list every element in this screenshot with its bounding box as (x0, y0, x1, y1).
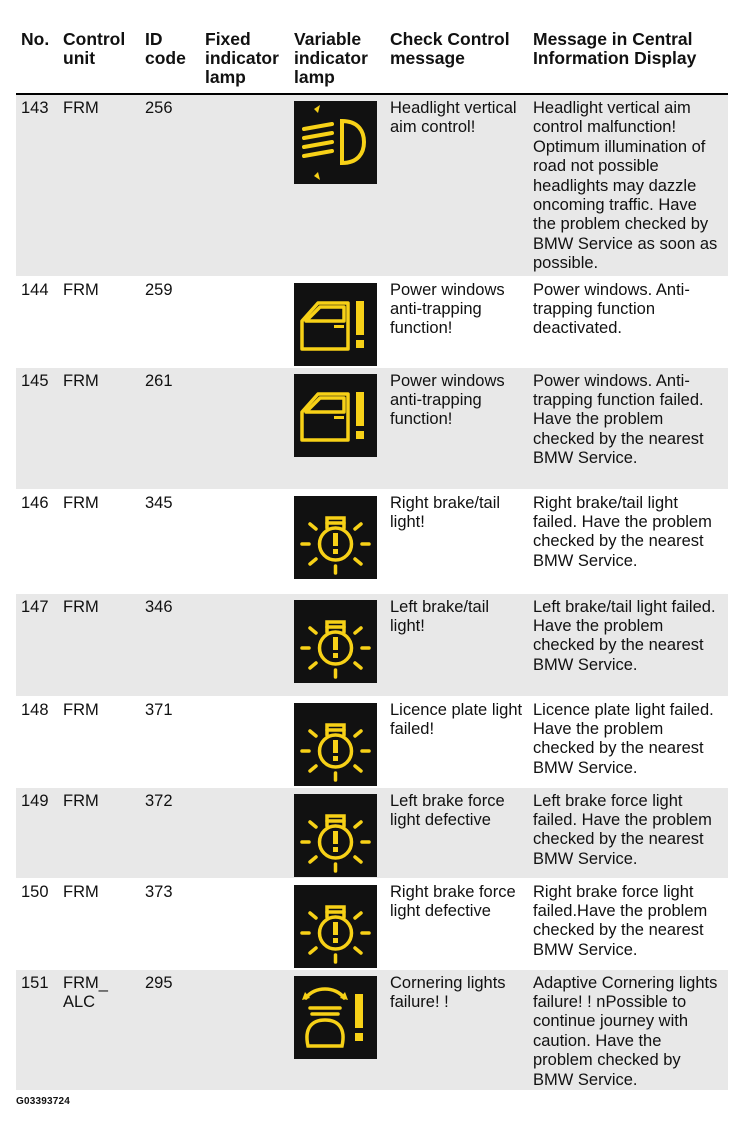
row-control-unit: FRM (58, 489, 140, 593)
row-cid-message: Licence plate light failed. Have the problem checked by the nearest BMW Service. (528, 696, 728, 787)
figure-code: G03393724 (16, 1096, 71, 1107)
row-id-code: 259 (140, 276, 200, 367)
row-control-unit: FRM (58, 593, 140, 696)
header-fixed-lamp: Fixed indicator lamp (200, 26, 289, 94)
headlight-aim-icon (294, 101, 377, 184)
row-no: 147 (16, 593, 58, 696)
row-control-unit: FRM (58, 94, 140, 276)
power-window-warning-icon (294, 374, 377, 457)
row-id-code: 373 (140, 878, 200, 969)
row-fixed-lamp (200, 593, 289, 696)
header-no: No. (16, 26, 58, 94)
table-row (16, 787, 728, 878)
table-row (16, 593, 728, 696)
row-check-control: Cornering lights failure! ! (385, 969, 528, 1090)
row-check-control: Power windows anti-trapping function! (385, 367, 528, 489)
table-row (16, 969, 728, 1090)
table-row (16, 489, 728, 593)
row-check-control: Licence plate light failed! (385, 696, 528, 787)
row-no: 146 (16, 489, 58, 593)
row-fixed-lamp (200, 276, 289, 367)
row-no: 148 (16, 696, 58, 787)
row-check-control: Left brake/tail light! (385, 593, 528, 696)
row-control-unit: FRM (58, 696, 140, 787)
row-check-control: Right brake force light defective (385, 878, 528, 969)
row-fixed-lamp (200, 94, 289, 276)
fault-code-table (16, 26, 728, 1090)
row-id-code: 372 (140, 787, 200, 878)
row-id-code: 256 (140, 94, 200, 276)
bulb-failure-icon (294, 600, 377, 683)
row-fixed-lamp (200, 696, 289, 787)
table-row (16, 367, 728, 489)
table-row (16, 94, 728, 276)
row-no: 149 (16, 787, 58, 878)
row-fixed-lamp (200, 489, 289, 593)
row-fixed-lamp (200, 878, 289, 969)
table-body (16, 94, 728, 1090)
row-id-code: 295 (140, 969, 200, 1090)
table-row (16, 878, 728, 969)
row-fixed-lamp (200, 367, 289, 489)
row-control-unit: FRM (58, 878, 140, 969)
row-fixed-lamp (200, 787, 289, 878)
bulb-failure-icon (294, 496, 377, 579)
table-row (16, 696, 728, 787)
row-control-unit: FRM (58, 367, 140, 489)
row-id-code: 371 (140, 696, 200, 787)
row-fixed-lamp (200, 969, 289, 1090)
row-cid-message: Power windows. Anti-trapping function deactivated. (528, 276, 728, 367)
row-check-control: Headlight vertical aim control! (385, 94, 528, 276)
row-control-unit: FRM_ ALC (58, 969, 140, 1090)
row-no: 145 (16, 367, 58, 489)
row-cid-message: Right brake/tail light failed. Have the problem checked by the nearest BMW Service. (528, 489, 728, 593)
row-check-control: Power windows anti-trapping function! (385, 276, 528, 367)
header-check-control: Check Control message (385, 26, 528, 94)
table-header (16, 26, 728, 94)
row-check-control: Left brake force light defective (385, 787, 528, 878)
row-check-control: Right brake/tail light! (385, 489, 528, 593)
row-cid-message: Left brake/tail light failed. Have the problem checked by the nearest BMW Service. (528, 593, 728, 696)
row-id-code: 345 (140, 489, 200, 593)
cornering-light-warning-icon (294, 976, 377, 1059)
bulb-failure-icon (294, 703, 377, 786)
row-cid-message: Power windows. Anti-trapping function failed. Have the problem checked by the nearest BMW Service. (528, 367, 728, 489)
header-variable-lamp: Variable indicator lamp (289, 26, 385, 94)
row-id-code: 346 (140, 593, 200, 696)
row-cid-message: Right brake force light failed.Have the problem checked by the nearest BMW Service. (528, 878, 728, 969)
row-control-unit: FRM (58, 787, 140, 878)
header-cid-message: Message in Central Information Display (528, 26, 728, 94)
row-no: 151 (16, 969, 58, 1090)
row-no: 150 (16, 878, 58, 969)
row-cid-message: Left brake force light failed. Have the problem checked by the nearest BMW Service. (528, 787, 728, 878)
row-cid-message: Headlight vertical aim control malfunction! Optimum illumination of road not possible headlights may dazzle oncoming traffic. Have the problem checked by BMW Service as soon as possible. (528, 94, 728, 276)
header-control-unit: Control unit (58, 26, 140, 94)
row-no: 144 (16, 276, 58, 367)
power-window-warning-icon (294, 283, 377, 366)
row-no: 143 (16, 94, 58, 276)
row-cid-message: Adaptive Cornering lights failure! ! nPossible to continue journey with caution. Have the problem checked by BMW Service. (528, 969, 728, 1090)
row-id-code: 261 (140, 367, 200, 489)
bulb-failure-icon (294, 885, 377, 968)
table-row (16, 276, 728, 367)
bulb-failure-icon (294, 794, 377, 877)
row-control-unit: FRM (58, 276, 140, 367)
header-id-code: ID code (140, 26, 200, 94)
